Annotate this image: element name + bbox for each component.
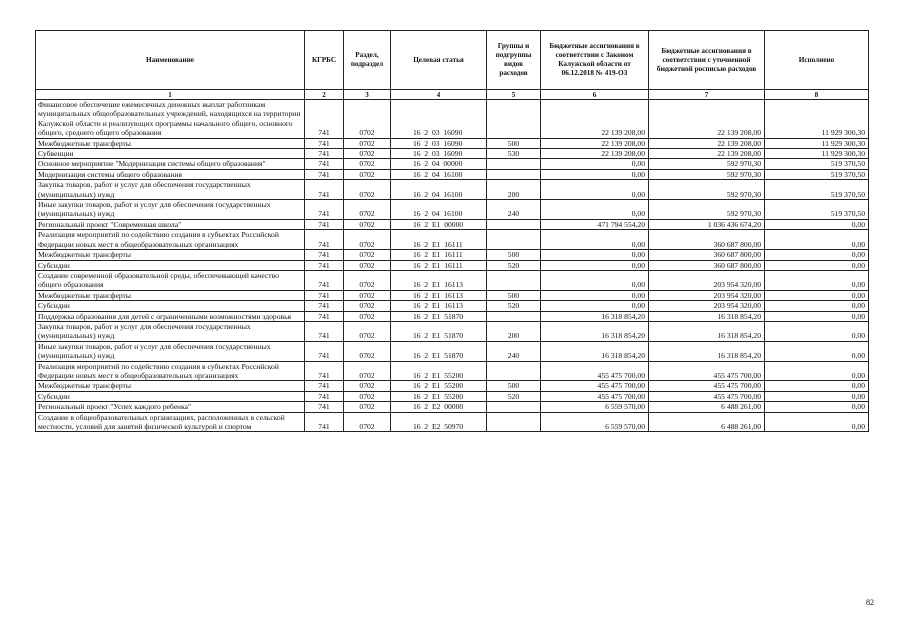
razdel-cell: 0702 [344, 290, 391, 300]
zakon-amount-cell: 0,00 [541, 230, 649, 250]
razdel-cell: 0702 [344, 311, 391, 321]
celevaya-statya-cell: 16 2 E2 50970 [391, 412, 487, 432]
celevaya-statya-cell: 16 2 E1 55200 [391, 391, 487, 401]
ispolneno-amount-cell: 0,00 [765, 260, 869, 270]
razdel-cell: 0702 [344, 200, 391, 220]
ispolneno-amount-cell: 0,00 [765, 219, 869, 229]
kgrbs-cell: 741 [305, 402, 344, 412]
table-row [36, 159, 869, 169]
kgrbs-cell: 741 [305, 219, 344, 229]
vid-rashodov-cell: 520 [487, 301, 541, 311]
table-row [36, 200, 869, 220]
ispolneno-amount-cell: 519 370,50 [765, 169, 869, 179]
zakon-amount-cell: 0,00 [541, 270, 649, 290]
table-row [36, 341, 869, 361]
ispolneno-amount-cell: 11 929 300,30 [765, 149, 869, 159]
razdel-cell: 0702 [344, 412, 391, 432]
celevaya-statya-cell: 16 2 03 16090 [391, 149, 487, 159]
celevaya-statya-cell: 16 2 E1 16113 [391, 270, 487, 290]
vid-rashodov-cell: 520 [487, 260, 541, 270]
vid-rashodov-cell [487, 412, 541, 432]
celevaya-statya-cell: 16 2 E1 16113 [391, 290, 487, 300]
rospis-amount-cell: 360 687 800,00 [649, 230, 765, 250]
ispolneno-amount-cell: 0,00 [765, 301, 869, 311]
zakon-amount-cell: 455 475 700,00 [541, 381, 649, 391]
celevaya-statya-cell: 16 2 03 16090 [391, 100, 487, 139]
razdel-header: Раздел, подраздел [344, 31, 391, 90]
vid-rashodov-cell: 500 [487, 138, 541, 148]
vid-rashodov-header: Группы и подгруппы видов расходов [487, 31, 541, 90]
zakon-amount-cell: 6 559 570,00 [541, 402, 649, 412]
celevaya-statya-cell: 16 2 04 16100 [391, 200, 487, 220]
row-name-cell: Создание современной образовательной среды, обеспечивающей качество общего образования [36, 270, 305, 290]
kgrbs-cell: 741 [305, 341, 344, 361]
ispolneno-amount-cell: 519 370,50 [765, 159, 869, 169]
celevaya-statya-cell: 16 2 E1 51870 [391, 311, 487, 321]
vid-rashodov-cell [487, 230, 541, 250]
ispolneno-amount-cell: 0,00 [765, 361, 869, 381]
zakon-amount-cell: 16 318 854,20 [541, 311, 649, 321]
celevaya-statya-cell: 16 2 04 16100 [391, 180, 487, 200]
zakon-amount-cell: 0,00 [541, 200, 649, 220]
column-number: 2 [305, 90, 344, 100]
kgrbs-cell: 741 [305, 159, 344, 169]
rospis-amount-cell: 22 139 208,00 [649, 138, 765, 148]
celevaya-statya-cell: 16 2 03 16090 [391, 138, 487, 148]
kgrbs-cell: 741 [305, 138, 344, 148]
table-row [36, 219, 869, 229]
razdel-cell: 0702 [344, 250, 391, 260]
celevaya-statya-cell: 16 2 E1 51870 [391, 321, 487, 341]
table-header [36, 31, 869, 100]
vid-rashodov-cell [487, 159, 541, 169]
row-name-cell: Субсидии [36, 391, 305, 401]
row-name-cell: Поддержка образования для детей с ограниченными возможностями здоровья [36, 311, 305, 321]
vid-rashodov-cell: 200 [487, 321, 541, 341]
zakon-amount-cell: 16 318 854,20 [541, 341, 649, 361]
razdel-cell: 0702 [344, 219, 391, 229]
razdel-cell: 0702 [344, 270, 391, 290]
rospis-amount-cell: 360 687 800,00 [649, 260, 765, 270]
rospis-amount-cell: 16 318 854,20 [649, 311, 765, 321]
celevaya-statya-header: Целевая статья [391, 31, 487, 90]
table-row [36, 250, 869, 260]
table-row [36, 100, 869, 139]
razdel-cell: 0702 [344, 301, 391, 311]
zakon-amount-cell: 0,00 [541, 301, 649, 311]
vid-rashodov-cell [487, 219, 541, 229]
kgrbs-cell: 741 [305, 250, 344, 260]
rospis-amount-cell: 592 970,30 [649, 169, 765, 179]
row-name-cell: Межбюджетные трансферты [36, 138, 305, 148]
table-row [36, 149, 869, 159]
kgrbs-cell: 741 [305, 301, 344, 311]
celevaya-statya-cell: 16 2 E1 16111 [391, 230, 487, 250]
rospis-amount-cell: 203 954 320,00 [649, 301, 765, 311]
vid-rashodov-cell: 500 [487, 290, 541, 300]
celevaya-statya-cell: 16 2 04 16100 [391, 169, 487, 179]
celevaya-statya-cell: 16 2 E1 16111 [391, 260, 487, 270]
vid-rashodov-cell: 520 [487, 391, 541, 401]
vid-rashodov-cell [487, 361, 541, 381]
kgrbs-cell: 741 [305, 311, 344, 321]
ispolneno-amount-cell: 0,00 [765, 311, 869, 321]
razdel-cell: 0702 [344, 341, 391, 361]
vid-rashodov-cell: 530 [487, 149, 541, 159]
row-name-cell: Закупка товаров, работ и услуг для обеспечения государственных (муниципальных) нужд [36, 321, 305, 341]
vid-rashodov-cell: 240 [487, 200, 541, 220]
rospis-amount-cell: 203 954 320,00 [649, 270, 765, 290]
kgrbs-cell: 741 [305, 100, 344, 139]
budget-table [35, 30, 869, 432]
razdel-cell: 0702 [344, 169, 391, 179]
row-name-cell: Закупка товаров, работ и услуг для обеспечения государственных (муниципальных) нужд [36, 180, 305, 200]
column-number: 7 [649, 90, 765, 100]
row-name-cell: Региональный проект "Успех каждого ребенка" [36, 402, 305, 412]
ispolneno-amount-cell: 0,00 [765, 321, 869, 341]
rospis-amount-cell: 360 687 800,00 [649, 250, 765, 260]
zakon-amount-cell: 0,00 [541, 250, 649, 260]
rospis-amount-cell: 6 488 261,00 [649, 402, 765, 412]
kgrbs-cell: 741 [305, 270, 344, 290]
ispolneno-amount-cell: 519 370,50 [765, 180, 869, 200]
table-row [36, 180, 869, 200]
kgrbs-cell: 741 [305, 260, 344, 270]
rospis-amount-cell: 455 475 700,00 [649, 391, 765, 401]
celevaya-statya-cell: 16 2 E1 51870 [391, 341, 487, 361]
razdel-cell: 0702 [344, 381, 391, 391]
rospis-amount-cell: 16 318 854,20 [649, 341, 765, 361]
razdel-cell: 0702 [344, 100, 391, 139]
vid-rashodov-cell [487, 270, 541, 290]
row-name-cell: Иные закупки товаров, работ и услуг для обеспечения государственных (муниципальных) нужд [36, 341, 305, 361]
row-name-cell: Основное мероприятие "Модернизация системы общего образования" [36, 159, 305, 169]
ispolneno-amount-cell: 0,00 [765, 250, 869, 260]
celevaya-statya-cell: 16 2 E1 16113 [391, 301, 487, 311]
zakon-amount-cell: 6 559 570,00 [541, 412, 649, 432]
rospis-amount-cell: 455 475 700,00 [649, 381, 765, 391]
rospis-amount-cell: 455 475 700,00 [649, 361, 765, 381]
column-number: 1 [36, 90, 305, 100]
row-name-cell: Межбюджетные трансферты [36, 250, 305, 260]
razdel-cell: 0702 [344, 391, 391, 401]
ispolneno-header: Исполнено [765, 31, 869, 90]
zakon-amount-cell: 0,00 [541, 260, 649, 270]
rospis-amount-cell: 6 488 261,00 [649, 412, 765, 432]
vid-rashodov-cell [487, 100, 541, 139]
column-number: 4 [391, 90, 487, 100]
celevaya-statya-cell: 16 2 E2 00000 [391, 402, 487, 412]
vid-rashodov-cell: 500 [487, 250, 541, 260]
table-row [36, 301, 869, 311]
ispolneno-amount-cell: 0,00 [765, 402, 869, 412]
kgrbs-cell: 741 [305, 381, 344, 391]
zakon-amount-cell: 0,00 [541, 180, 649, 200]
row-name-cell: Субсидии [36, 260, 305, 270]
kgrbs-cell: 741 [305, 361, 344, 381]
rospis-header: Бюджетные ассигнования в соответствии с уточненной бюджетной росписью расходов [649, 31, 765, 90]
celevaya-statya-cell: 16 2 E1 55200 [391, 361, 487, 381]
row-name-cell: Межбюджетные трансферты [36, 290, 305, 300]
row-name-cell: Модернизация системы общего образования [36, 169, 305, 179]
razdel-cell: 0702 [344, 402, 391, 412]
zakon-amount-cell: 22 139 208,00 [541, 100, 649, 139]
rospis-amount-cell: 592 970,30 [649, 159, 765, 169]
rospis-amount-cell: 592 970,30 [649, 200, 765, 220]
table-body [36, 100, 869, 432]
row-name-cell: Субсидии [36, 301, 305, 311]
table-row [36, 321, 869, 341]
budget-report-page [35, 30, 868, 432]
name-header: Наименование [36, 31, 305, 90]
ispolneno-amount-cell: 0,00 [765, 412, 869, 432]
vid-rashodov-cell: 200 [487, 180, 541, 200]
table-row [36, 361, 869, 381]
razdel-cell: 0702 [344, 138, 391, 148]
rospis-amount-cell: 22 139 208,00 [649, 149, 765, 159]
table-row [36, 270, 869, 290]
razdel-cell: 0702 [344, 321, 391, 341]
column-number: 8 [765, 90, 869, 100]
table-row [36, 391, 869, 401]
kgrbs-cell: 741 [305, 169, 344, 179]
vid-rashodov-cell [487, 402, 541, 412]
razdel-cell: 0702 [344, 180, 391, 200]
table-row [36, 412, 869, 432]
vid-rashodov-cell [487, 311, 541, 321]
razdel-cell: 0702 [344, 361, 391, 381]
ispolneno-amount-cell: 0,00 [765, 391, 869, 401]
ispolneno-amount-cell: 519 370,50 [765, 200, 869, 220]
rospis-amount-cell: 203 954 320,00 [649, 290, 765, 300]
ispolneno-amount-cell: 11 929 300,30 [765, 100, 869, 139]
celevaya-statya-cell: 16 2 E1 00000 [391, 219, 487, 229]
ispolneno-amount-cell: 0,00 [765, 341, 869, 361]
ispolneno-amount-cell: 0,00 [765, 270, 869, 290]
vid-rashodov-cell: 240 [487, 341, 541, 361]
column-number: 3 [344, 90, 391, 100]
ispolneno-amount-cell: 11 929 300,30 [765, 138, 869, 148]
table-row [36, 230, 869, 250]
table-row [36, 138, 869, 148]
column-number: 6 [541, 90, 649, 100]
ispolneno-amount-cell: 0,00 [765, 230, 869, 250]
celevaya-statya-cell: 16 2 E1 16111 [391, 250, 487, 260]
kgrbs-cell: 741 [305, 290, 344, 300]
row-name-cell: Финансовое обеспечение ежемесячных денежных выплат работникам муниципальных общеобразовательных учреждений, находящихся на территории Калужской области и реализующих программы начального общего, основного общего, среднего общего образования [36, 100, 305, 139]
kgrbs-cell: 741 [305, 391, 344, 401]
zakon-amount-cell: 22 139 208,00 [541, 149, 649, 159]
rospis-amount-cell: 1 036 436 674,20 [649, 219, 765, 229]
table-row [36, 260, 869, 270]
table-row [36, 169, 869, 179]
row-name-cell: Региональный проект "Современная школа" [36, 219, 305, 229]
row-name-cell: Субвенции [36, 149, 305, 159]
rospis-amount-cell: 22 139 208,00 [649, 100, 765, 139]
zakon-header: Бюджетные ассигнования в соответствии с Законом Калужской области от 06.12.2018 № 419-ОЗ [541, 31, 649, 90]
zakon-amount-cell: 22 139 208,00 [541, 138, 649, 148]
zakon-amount-cell: 455 475 700,00 [541, 391, 649, 401]
row-name-cell: Создание в общеобразовательных организациях, расположенных в сельской местности, условий для занятий физической культурой и спортом [36, 412, 305, 432]
celevaya-statya-cell: 16 2 04 00000 [391, 159, 487, 169]
vid-rashodov-cell: 500 [487, 381, 541, 391]
razdel-cell: 0702 [344, 230, 391, 250]
rospis-amount-cell: 16 318 854,20 [649, 321, 765, 341]
kgrbs-cell: 741 [305, 230, 344, 250]
table-row [36, 290, 869, 300]
table-row [36, 311, 869, 321]
table-row [36, 381, 869, 391]
razdel-cell: 0702 [344, 149, 391, 159]
table-row [36, 402, 869, 412]
row-name-cell: Реализация мероприятий по содействию создания в субъектах Российской Федерации новых мест в общеобразовательных организациях [36, 361, 305, 381]
kgrbs-cell: 741 [305, 180, 344, 200]
razdel-cell: 0702 [344, 260, 391, 270]
kgrbs-cell: 741 [305, 412, 344, 432]
row-name-cell: Реализация мероприятий по содействию создания в субъектах Российской Федерации новых мест в общеобразовательных организациях [36, 230, 305, 250]
page-number: 82 [866, 598, 874, 607]
rospis-amount-cell: 592 970,30 [649, 180, 765, 200]
zakon-amount-cell: 455 475 700,00 [541, 361, 649, 381]
row-name-cell: Межбюджетные трансферты [36, 381, 305, 391]
kgrbs-header: КГРБС [305, 31, 344, 90]
column-number: 5 [487, 90, 541, 100]
razdel-cell: 0702 [344, 159, 391, 169]
vid-rashodov-cell [487, 169, 541, 179]
ispolneno-amount-cell: 0,00 [765, 381, 869, 391]
zakon-amount-cell: 16 318 854,20 [541, 321, 649, 341]
kgrbs-cell: 741 [305, 200, 344, 220]
zakon-amount-cell: 0,00 [541, 290, 649, 300]
kgrbs-cell: 741 [305, 321, 344, 341]
zakon-amount-cell: 0,00 [541, 159, 649, 169]
celevaya-statya-cell: 16 2 E1 55200 [391, 381, 487, 391]
ispolneno-amount-cell: 0,00 [765, 290, 869, 300]
zakon-amount-cell: 471 794 554,20 [541, 219, 649, 229]
zakon-amount-cell: 0,00 [541, 169, 649, 179]
row-name-cell: Иные закупки товаров, работ и услуг для обеспечения государственных (муниципальных) нужд [36, 200, 305, 220]
kgrbs-cell: 741 [305, 149, 344, 159]
